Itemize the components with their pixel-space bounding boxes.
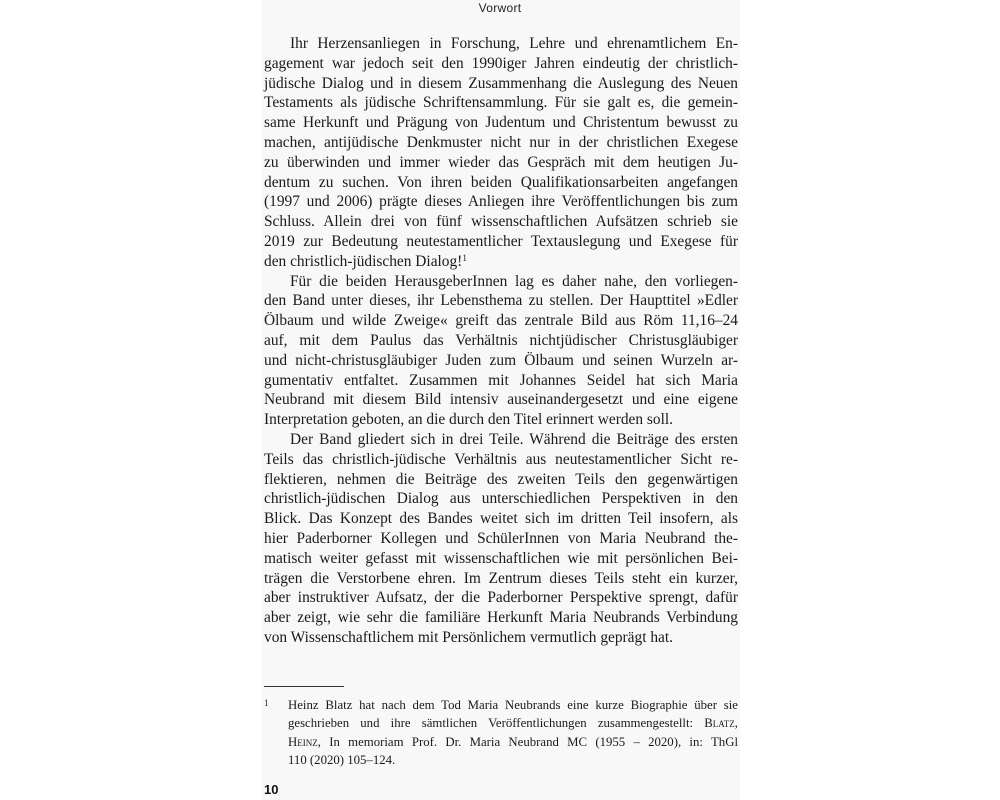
footnote-body <box>288 696 738 770</box>
paragraph-3 <box>264 430 738 648</box>
page-number: 10 <box>264 782 279 797</box>
text-line: same Herkunft und Prägung von Judentum und Christentum bewusst zu <box>264 114 738 132</box>
text-line: Ihr Herzensanliegen in Forschung, Lehre und ehrenamtlichem En- <box>290 35 738 52</box>
body-text <box>264 34 738 648</box>
text-line: flektieren, nehmen die Beiträge des zweiten Teils den gegenwärtigen <box>264 470 738 488</box>
text-line: trägen die Verstorbene ehren. Im Zentrum dieses Teils steht ein kurzer, <box>264 569 738 587</box>
text-line-content: den christlich-jüdischen Dialog! <box>264 252 463 270</box>
text-line <box>264 252 738 272</box>
text-line: hier Paderborner Kollegen und SchülerInnen von Maria Neubrand the- <box>264 529 738 547</box>
text-line: Für die beiden HerausgeberInnen lag es daher nahe, den vorliegen- <box>290 272 738 290</box>
footnote-line: geschrieben und ihre sämtlichen Veröffentlichungen zusammengestellt: Blatz, <box>288 716 738 731</box>
footnote-line-content: geschrieben und ihre sämtlichen Veröffentlichungen zusammengestellt: <box>288 716 694 731</box>
text-line: Schluss. Allein drei von fünf wissenschaftlichen Aufsätzen schrieb sie <box>264 213 738 231</box>
footnote-line: Heinz, In memoriam Prof. Dr. Maria Neubrand MC (1955 – 2020), in: ThGl <box>288 734 738 749</box>
text-line: zu überwinden und immer wieder das Gespräch mit dem heutigen Ju- <box>264 153 738 171</box>
text-line: aber instruktiver Aufsatz, der die Paderborner Perspektive sprengt, dafür <box>264 589 738 607</box>
footnote-line: 110 (2020) 105–124. <box>288 753 396 768</box>
paragraph-1 <box>264 34 738 272</box>
text-line: und nicht-christusgläubiger Juden zum Ölbaum und seinen Wurzeln ar- <box>264 351 738 369</box>
text-line: machen, antijüdische Denkmuster nicht nur in der christlichen Exegese <box>264 133 738 151</box>
footnote-separator <box>264 686 344 687</box>
text-line: matisch weiter gefasst mit wissenschaftlichen wie mit persönlichen Bei- <box>264 549 738 567</box>
text-line: (1997 und 2006) prägte dieses Anliegen ihre Veröffentlichungen bis zum <box>264 193 738 211</box>
footnote <box>264 696 738 770</box>
text-line: Blick. Das Konzept des Bandes weitet sich im dritten Teil insofern, als <box>264 510 738 528</box>
text-line: dentum zu suchen. Von ihren beiden Qualifikationsarbeiten angefangen <box>264 173 738 191</box>
text-line: Neubrand mit diesem Bild intensiv auseinandergesetzt und eine eigene <box>264 391 738 409</box>
running-head: Vorwort <box>478 1 522 15</box>
footnote-author-given: Heinz <box>288 734 318 749</box>
text-line: auf, mit dem Paulus das Verhältnis nichtjüdischer Christusgläubiger <box>264 331 738 349</box>
text-line: Der Band gliedert sich in drei Teile. Während die Beiträge des ersten <box>290 430 738 448</box>
text-line: Ölbaum und wilde Zweige« greift das zentrale Bild aus Röm 11,16–24 <box>264 312 738 330</box>
footnote-number: 1 <box>264 698 269 708</box>
footnote-reference[interactable]: 1 <box>462 252 467 263</box>
text-line: jüdische Dialog und in diesem Zusammenhang die Auslegung des Neuen <box>264 74 738 92</box>
text-line: aber zeigt, wie sehr die familiäre Herkunft Maria Neubrands Verbindung <box>264 609 738 627</box>
footnote-line: Heinz Blatz hat nach dem Tod Maria Neubrands eine kurze Biographie über sie <box>288 698 738 712</box>
text-line: gagement war jedoch seit den 1990iger Jahren eindeutig der christlich- <box>264 54 738 72</box>
text-line: Interpretation geboten, an die durch den Titel erinnert werden soll. <box>264 411 674 429</box>
text-line: 2019 zur Bedeutung neutestamentlicher Textauslegung und Exegese für <box>264 232 738 250</box>
paragraph-2 <box>264 272 738 430</box>
text-line: Testaments als jüdische Schriftensammlung. Für sie galt es, die gemein- <box>264 94 738 112</box>
text-line: Teils das christlich-jüdische Verhältnis aus neutestamentlicher Sicht re- <box>264 450 738 468</box>
footnote-author-surname: Blatz <box>704 716 735 731</box>
text-line: christlich-jüdischen Dialog aus unterschiedlichen Perspektiven in den <box>264 490 738 508</box>
text-line: den Band unter dieses, ihr Lebensthema zu stellen. Der Haupttitel »Edler <box>264 292 738 310</box>
text-line: von Wissenschaftlichem mit Persönlichem vermutlich geprägt hat. <box>264 628 673 646</box>
footnote-line-content: In memoriam Prof. Dr. Maria Neubrand MC (1955 – 2020), in: ThGl <box>329 734 738 749</box>
text-line: gumentativ entfaltet. Zusammen mit Johannes Seidel hat sich Maria <box>264 371 738 389</box>
